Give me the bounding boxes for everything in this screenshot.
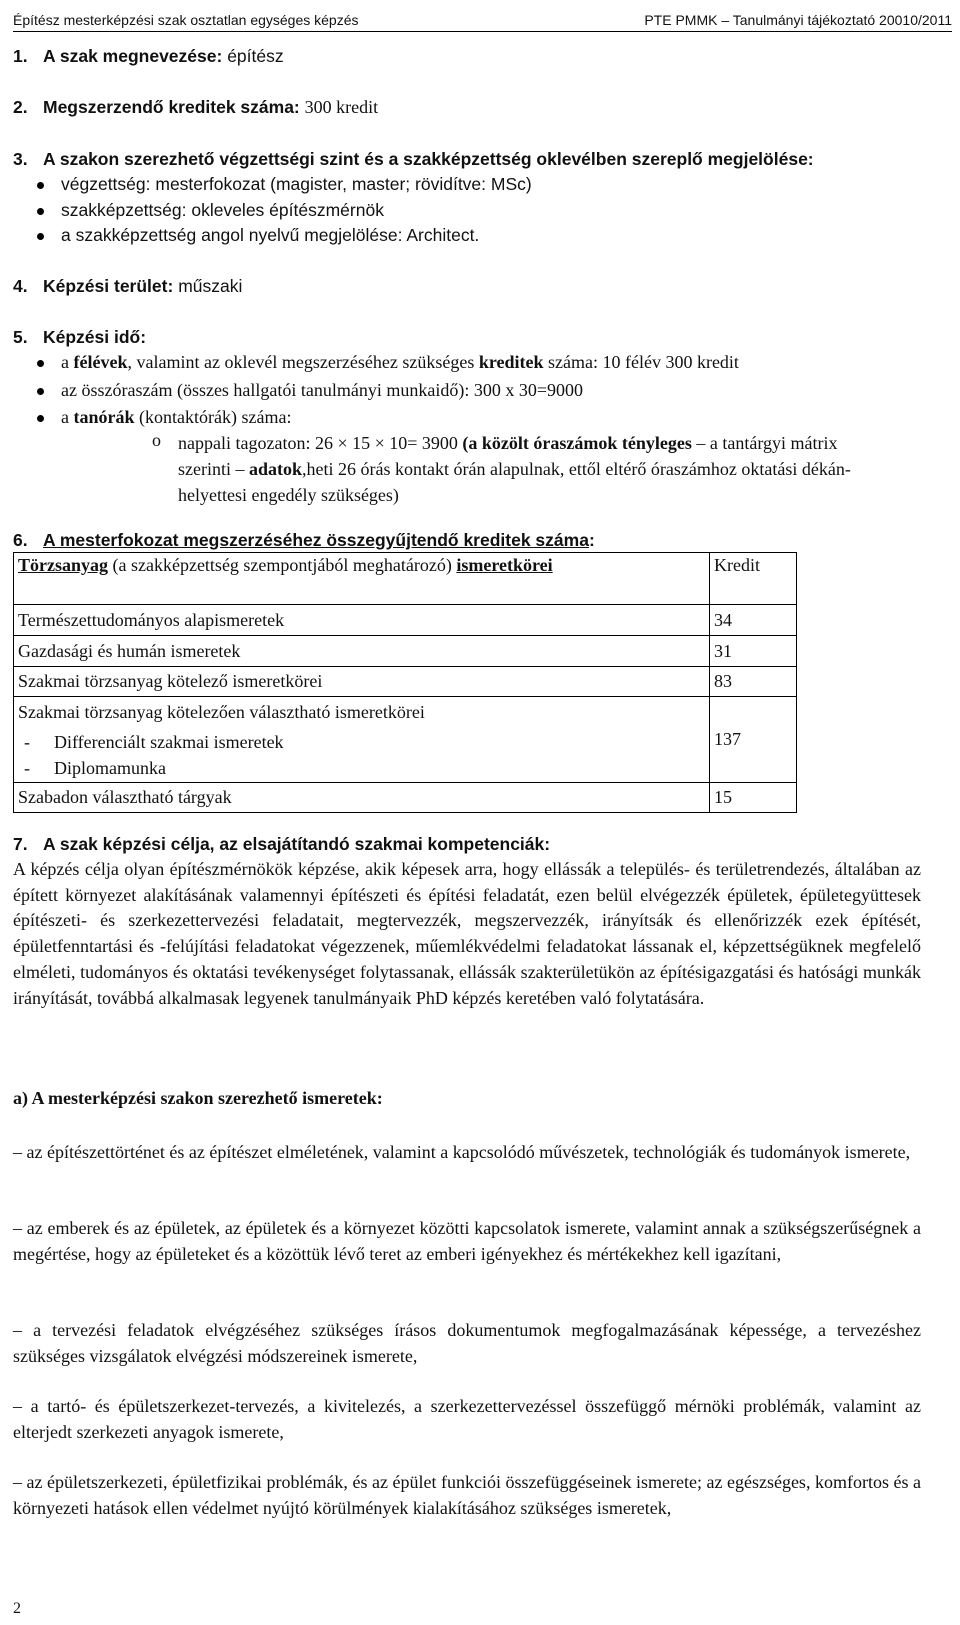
sub-list-marker: o xyxy=(152,430,161,450)
sub-list-item: nappali tagozaton: 26 × 15 × 10= 3900 (a közölt óraszámok tényleges – a tantárgyi mátrix szerinti – adatok,heti 26 órás kontakt órán alapulnak, ettől eltérő óraszámhoz oktatási dékán-helyettesi engedély szükséges) xyxy=(178,433,851,505)
section-5-title: 5. Képzési idő: xyxy=(13,327,147,347)
list-item: - Diplomamunka xyxy=(24,758,166,778)
section-3-title: 3. A szakon szerezhető végzettségi szint és a szakképzettség oklevélben szereplő megjelölése: xyxy=(13,149,814,169)
header-left: Építész mesterképzési szak osztatlan egységes képzés xyxy=(13,12,359,28)
section-7a-title: a) A mesterképzési szakon szerezhető ismeretek: xyxy=(13,1088,383,1108)
list-item: – a tartó- és épületszerkezet-tervezés, a kivitelezés, a szerkezettervezéssel összefüggő mérnöki problémák, valamint az elterjedt szerkezeti anyagok ismerete, xyxy=(13,1396,921,1442)
table-header-credit: Kredit xyxy=(710,553,797,605)
header-right: PTE PMMK – Tanulmányi tájékoztató 20010/2011 xyxy=(644,12,952,28)
list-item: – az emberek és az épületek, az épületek és a környezet közötti kapcsolatok ismerete, valamint annak a szükségszerűségnek a megértése, hogy az épületeket és a közöttük lévő teret az emberi igényekhez és mértékekhez kell igazítani, xyxy=(13,1218,921,1264)
section-7-title: 7. A szak képzési célja, az elsajátítandó szakmai kompetenciák: xyxy=(13,834,551,854)
section-7-paragraph: A képzés célja olyan építészmérnökök képzése, akik képesek arra, hogy ellássák a település- és területrendezés, általában az épített környezet alakításának valamennyi építészeti és építési feladatát, ezen belül elvégezzék épületek, épületegyüttesek építészeti- és szerkezettervezési feladatait, megtervezzék, megszervezzék, irányítsák és ellenőrizzék ezek építését, épületfenntartási és -felújítási feladatokat végezzenek, műemlékvédelmi feladatokat lássanak el, képzettségüknek megfelelő elméleti, tudományos és oktatási tevékenységet folytassanak, ellássák szakterületükön az építésigazgatási és hatósági munkák irányítását, továbbá alkalmasak legyenek tanulmányaik PhD képzés keretében való folytatására. xyxy=(13,859,921,1008)
page-header xyxy=(13,4,952,32)
section-2: 2. Megszerzendő kreditek száma: 300 kredit xyxy=(13,97,379,117)
list-item: – az építészettörténet és az építészet elméletének, valamint a kapcsolódó művészetek, technológiák és tudományok ismerete, xyxy=(13,1142,911,1162)
table-row-elective: Szakmai törzsanyag kötelezően választható ismeretkörei - Differenciált szakmai ismeretek - Diplomamunka 137 xyxy=(14,697,797,783)
table-row: Szabadon választható tárgyak 15 xyxy=(14,783,797,813)
list-item: – az épületszerkezeti, épületfizikai problémák, és az épület funkciói összefüggéseinek ismerete; az egészséges, komfortos és a környezeti hatások ellen védelmet nyújtó körülmények kialakításához szükséges ismeretek, xyxy=(13,1472,921,1518)
section-6-title: 6. A mesterfokozat megszerzéséhez összegyűjtendő kreditek száma: xyxy=(13,530,595,550)
table-row: Gazdasági és humán ismeretek 31 xyxy=(14,636,797,667)
document-page: Építész mesterképzési szak osztatlan egységes képzés PTE PMMK – Tanulmányi tájékoztató 20010/2011 1. A szak megnevezése: építész 2. Megszerzendő kreditek száma: 300 kredit 3. A szakon szerezhető végzettségi szint és a szakképzettség oklevélben szereplő megjelölése: végzettség: mesterfokozat (magister, master; rövidítve: MSc) szakképzettség: okleveles építészmérnök a szakképzettség angol nyelvű megjelölése: Architect. 4. Képzési terület: műszaki 5. Képzési idő: a félévek, valamint az oklevél megszerzéséhez szükséges kreditek száma: 10 félév 300 kredit az összóraszám (összes hallgatói tanulmányi munkaidő): 300 x 30=9000 a tanórák (kontaktórák) száma: o nappali tagozaton: 26 × 15 × 10= 3900 (a közölt óraszámok tényleges – a tantárgyi mátrix szerinti – adatok,heti 26 órás kontakt órán alapulnak, ettől eltérő óraszámhoz oktatási dékán-helyettesi engedély szükséges) 6. A mesterfokozat megszerzéséhez összegyűjtendő kreditek száma: Törzsanyag (a szakképzettség szempontjából meghatározó) ismeretkörei Kredit Természettudományos alapismeretek 34 Gazdasági és humán ismeretek 31 Szakmai törzsanyag kötelező ismeretkörei 83 Szakmai törzsanyag kötelezően választható ismeretkörei - Differenciált szakmai ismeretek - Diplomamunka 137 Szabadon választható tárgyak 15 7. A szak képzési célja, az elsajátítandó szakmai kompetenciák: A képzés célja olyan építészmérnökök képzése, akik képesek arra, hogy ellássák a település- és területrendezés, általában az épített környezet alakításának valamennyi építészeti és építési feladatát, ezen belül elvégezzék épületek, épületegyüttesek építészeti- és szerkezettervezési feladatait, megtervezzék, megszervezzék, irányítsák és ellenőrizzék ezek építését, épületfenntartási és -felújítási feladatokat végezzenek, műemlékvédelmi feladatokat lássanak el, képzettségüknek megfelelő elméleti, tudományos és oktatási tevékenységet folytassanak, ellássák szakterületükön az építésigazgatási és hatósági munkák irányítását, továbbá alkalmasak legyenek tanulmányaik PhD képzés keretében való folytatására. a) A mesterképzési szakon szerezhető ismeretek: – az építészettörténet és az építészet elméletének, valamint a kapcsolódó művészetek, technológiák és tudományok ismerete, – az emberek és az épületek, az épületek és a környezet közötti kapcsolatok ismerete, valamint annak a szükségszerűségnek a megértése, hogy az épületeket és a közöttük lévő teret az emberi igényekhez és mértékekhez kell igazítani, – a tervezési feladatok elvégzéséhez szükséges írásos dokumentumok megfogalmazásának képessége, a tervezéshez szükséges vizsgálatok elvégzési módszereinek ismerete, – a tartó- és épületszerkezet-tervezés, a kivitelezés, a szerkezettervezéssel összefüggő mérnöki problémák, valamint az elterjedt szerkezeti anyagok ismerete, – az épületszerkezeti, épületfizikai problémák, és az épület funkciói összefüggéseinek ismerete; az egészséges, komfortos és a környezeti hatások ellen védelmet nyújtó körülmények kialakításához szükséges ismeretek, 2 xyxy=(0,0,960,1625)
section-1: 1. A szak megnevezése: építész xyxy=(13,46,284,66)
list-item: – a tervezési feladatok elvégzéséhez szükséges írásos dokumentumok megfogalmazásának képessége, a tervezéshez szükséges vizsgálatok elvégzési módszereinek ismerete, xyxy=(13,1320,921,1366)
table-row: Szakmai törzsanyag kötelező ismeretkörei 83 xyxy=(14,667,797,697)
credit-table xyxy=(13,552,797,813)
table-row: Természettudományos alapismeretek 34 xyxy=(14,605,797,636)
section-4: 4. Képzési terület: műszaki xyxy=(13,276,243,296)
page-number: 2 xyxy=(13,1600,21,1617)
table-header-label: Törzsanyag (a szakképzettség szempontjából meghatározó) ismeretkörei xyxy=(14,553,710,605)
table-header-row xyxy=(14,553,797,605)
list-item: - Differenciált szakmai ismeretek xyxy=(24,732,284,752)
